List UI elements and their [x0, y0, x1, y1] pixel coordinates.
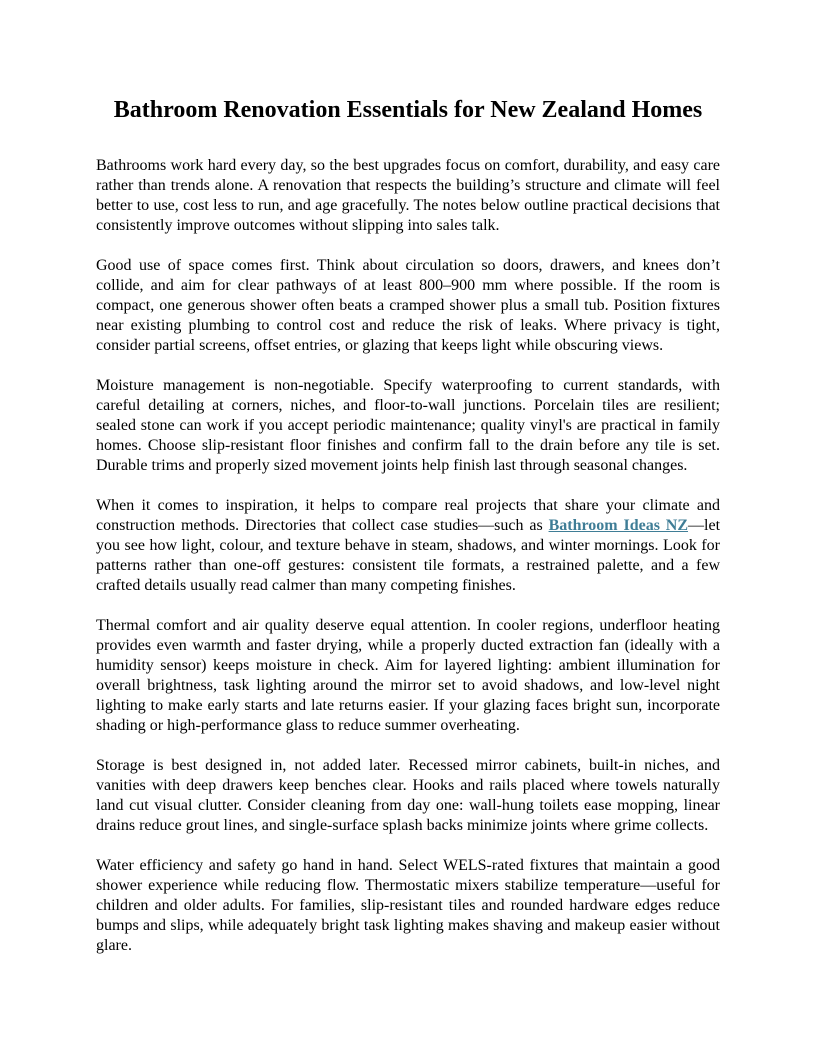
paragraph-inspiration	[96, 496, 720, 596]
bathroom-ideas-nz-link[interactable]: Bathroom Ideas NZ	[548, 517, 689, 534]
paragraph-water: Water efficiency and safety go hand in hand. Select WELS-rated fixtures that maintain a good shower experience while reducing flow. Thermostatic mixers stabilize temperature—useful for children and older adults. For families, slip-resistant tiles and rounded hardware edges reduce bumps and slips, while adequately bright task lighting makes shaving and makeup easier without glare.	[96, 857, 720, 954]
paragraph-intro: Bathrooms work hard every day, so the best upgrades focus on comfort, durability, and easy care rather than trends alone. A renovation that respects the building’s structure and climate will feel better to use, cost less to run, and age gracefully. The notes below outline practical decisions that consistently improve outcomes without slipping into sales talk.	[96, 157, 720, 234]
paragraph-moisture: Moisture management is non-negotiable. Specify waterproofing to current standards, with careful detailing at corners, niches, and floor-to-wall junctions. Porcelain tiles are resilient; sealed stone can work if you accept periodic maintenance; quality vinyl's are practical in family homes. Choose slip-resistant floor finishes and confirm fall to the drain before any tile is set. Durable trims and properly sized movement joints help finish last through seasonal changes.	[96, 377, 720, 474]
document-title: Bathroom Renovation Essentials for New Zealand Homes	[113, 97, 703, 123]
paragraph-thermal: Thermal comfort and air quality deserve equal attention. In cooler regions, underfloor heating provides even warmth and faster drying, while a properly ducted extraction fan (ideally with a humidity sensor) keeps moisture in check. Aim for layered lighting: ambient illumination for overall brightness, task lighting around the mirror set to avoid shadows, and low-level night lighting to make early starts and late returns easier. If your glazing faces bright sun, incorporate shading or high-performance glass to reduce summer overheating.	[96, 617, 720, 734]
inspiration-text-after: —let you see how light, colour, and texture behave in steam, shadows, and winter mornings. Look for patterns rather than one-off gestures: consistent tile formats, a restrained palette, and a few crafted details usually read calmer than many competing finishes.	[96, 517, 721, 594]
inspiration-text-before: When it comes to inspiration, it helps to compare real projects that share your climate and construction methods. Directories that collect case studies—such as	[96, 497, 720, 534]
paragraph-storage: Storage is best designed in, not added later. Recessed mirror cabinets, built-in niches, and vanities with deep drawers keep benches clear. Hooks and rails placed where towels naturally land cut visual clutter. Consider cleaning from day one: wall-hung toilets ease mopping, linear drains reduce grout lines, and single-surface splash backs minimize joints where grime collects.	[96, 757, 720, 834]
document-page	[96, 96, 720, 976]
paragraph-space: Good use of space comes first. Think about circulation so doors, drawers, and knees don’t collide, and aim for clear pathways of at least 800–900 mm where possible. If the room is compact, one generous shower often beats a cramped shower plus a small tub. Position fixtures near existing plumbing to control cost and reduce the risk of leaks. Where privacy is tight, consider partial screens, offset entries, or glazing that keeps light while obscuring views.	[96, 257, 720, 354]
